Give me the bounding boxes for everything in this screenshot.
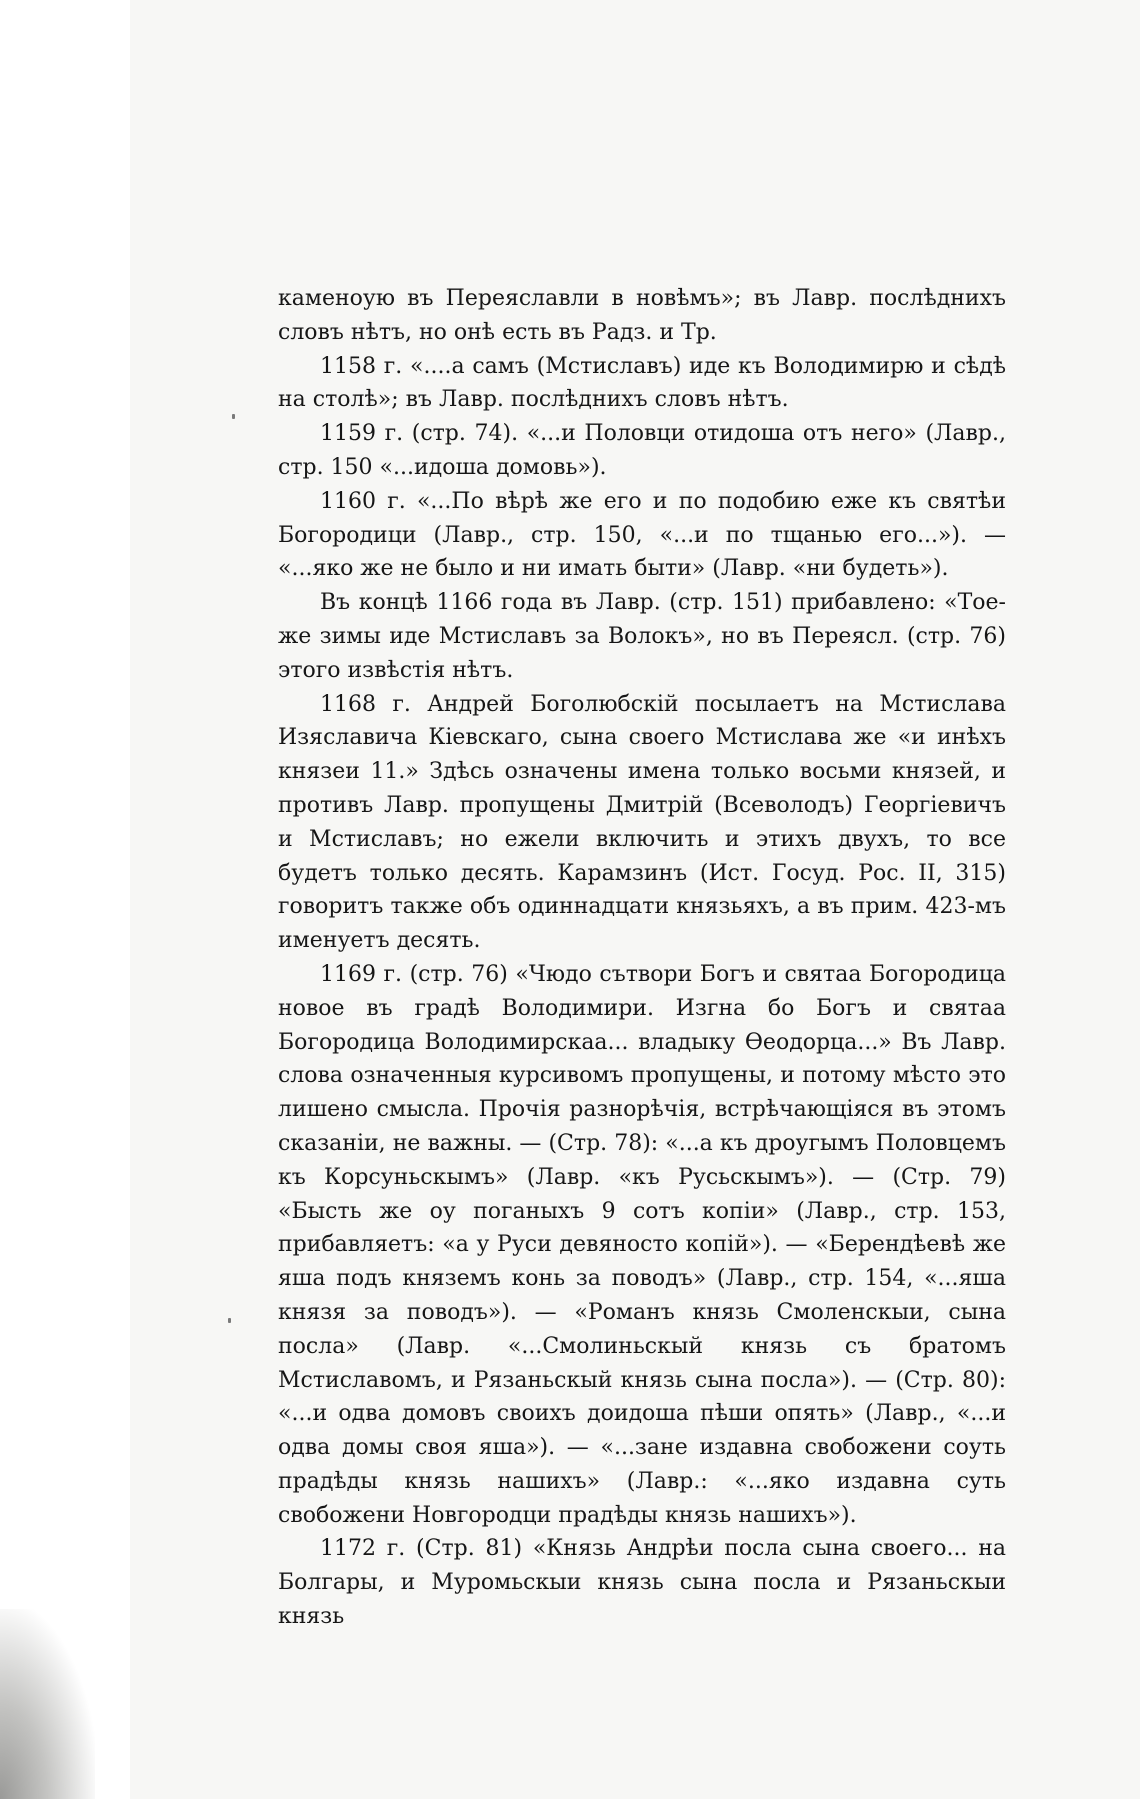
- scan-edge-shadow: [0, 1609, 95, 1799]
- paragraph: 1159 г. (стр. 74). «...и Половци отидоша отъ него» (Лавр., стр. 150 «...идоша домовь»).: [278, 421, 1006, 480]
- paragraph: Въ концѣ 1166 года въ Лавр. (стр. 151) прибавлено: «Тое-же зимы иде Мстиславъ за Волокъ», но въ Переясл. (стр. 76) этого извѣстія нѣтъ.: [278, 590, 1006, 683]
- paragraph: каменоую въ Переяславли в новѣмъ»; въ Лавр. послѣднихъ словъ нѣтъ, но онѣ есть въ Радз. и Тр.: [278, 286, 1006, 345]
- paragraph: 1172 г. (Стр. 81) «Князь Андрѣи посла сына своего... на Болгары, и Муромьскыи князь сына посла и Рязаньскыи князь: [278, 1536, 1006, 1630]
- body-text: [278, 282, 1006, 1634]
- paragraph: 1169 г. (стр. 76) «Чюдо сътвори Богъ и святаа Богородица новое въ градѣ Володимири. Изгна бо Богъ и святаа Богородица Володимирскаа... владыку Ѳеодорца...» Въ Лавр. слова означенныя курсивомъ пропущены, и потому мѣсто это лишено смысла. Прочія разнорѣчія, встрѣчающіяся въ этомъ сказаніи, не важны. — (Стр. 78): «...а къ дроугымъ Половцемъ къ Корсуньскымъ» (Лавр. «къ Русьскымъ»). — (Стр. 79) «Бысть же оу поганыхъ 9 сотъ копіи» (Лавр., стр. 153, прибавляетъ: «а у Руси девяносто копій»). — «Берендѣевѣ же яша подъ княземъ конь за поводъ» (Лавр., стр. 154, «...яша князя за поводъ»). — «Романъ князь Смоленскыи, сына посла» (Лавр. «...Смолиньскый князь съ братомъ Мстиславомъ, и Рязаньскый князь сына посла»). — (Стр. 80): «...и одва домовъ своихъ доидоша пѣши опять» (Лавр., «...и одва домы своя яша»). — «...зане издавна свобожени соуть прадѣды князь нашихъ» (Лавр.: «...яко издавна суть свобожени Новгородци прадѣды князь нашихъ»).: [278, 961, 1006, 1528]
- paragraph: 1160 г. «...По вѣрѣ же его и по подобию еже къ святѣи Богородици (Лавр., стр. 150, «...и по тщанью его...»). — «...яко же не было и ни имать быти» (Лавр. «ни будеть»).: [278, 488, 1006, 582]
- paragraph: 1168 г. Андрей Боголюбскій посылаетъ на Мстислава Изяславича Кіевскаго, сына своего Мстислава же «и инѣхъ князеи 11.» Здѣсь означены имена только восьми князей, и противъ Лавр. пропущены Дмитрій (Всеволодъ) Георгіевичъ и Мстиславъ; но ежели включить и этихъ двухъ, то все будетъ только десять. Карамзинъ (Ист. Госуд. Рос. II, 315) говоритъ также объ одиннадцати князьяхъ, а въ прим. 423-мъ именуетъ десять.: [278, 691, 1006, 954]
- paragraph: 1158 г. «....а самъ (Мстиславъ) иде къ Володимирю и сѣдѣ на столѣ»; въ Лавр. послѣднихъ словъ нѣтъ.: [278, 353, 1006, 413]
- scan-speck: [228, 1318, 231, 1323]
- scan-speck: [232, 414, 235, 419]
